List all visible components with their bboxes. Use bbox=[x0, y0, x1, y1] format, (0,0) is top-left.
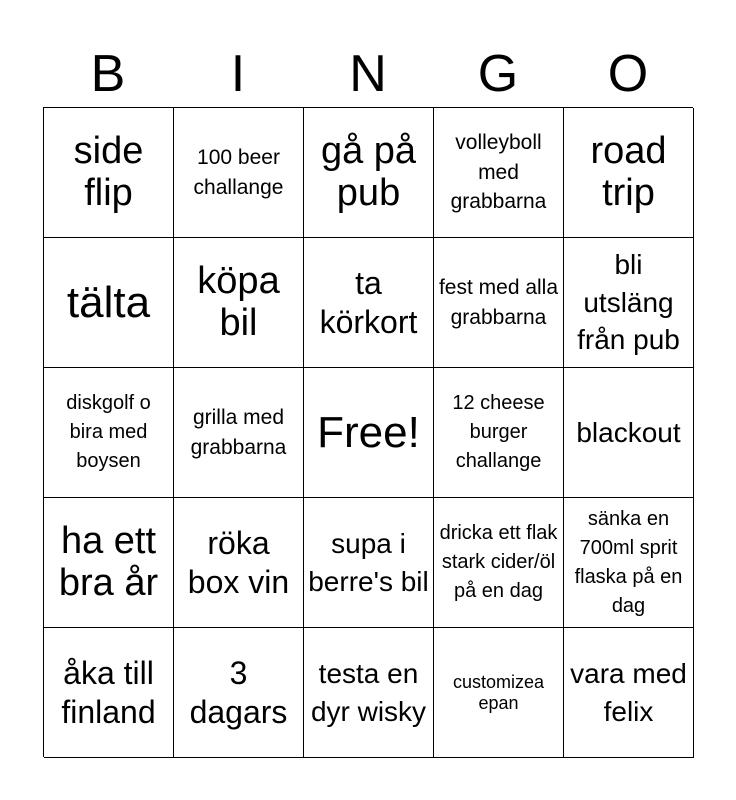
bingo-cell-text: supa i berre's bil bbox=[308, 527, 429, 597]
bingo-cell-text: tälta bbox=[66, 277, 151, 327]
bingo-cell[interactable] bbox=[434, 628, 564, 758]
bingo-cell-text: diskgolf o bira med boysen bbox=[66, 392, 151, 472]
header-letter-i: I bbox=[230, 45, 246, 103]
bingo-cell[interactable] bbox=[44, 368, 174, 498]
bingo-cell[interactable] bbox=[174, 628, 304, 758]
bingo-cell-text: åka till finland bbox=[61, 655, 156, 730]
bingo-cell[interactable] bbox=[564, 628, 694, 758]
bingo-cell[interactable] bbox=[564, 238, 694, 368]
header-letter-n: N bbox=[349, 45, 387, 103]
bingo-cell[interactable] bbox=[434, 108, 564, 238]
bingo-cell[interactable] bbox=[44, 498, 174, 628]
bingo-cell-text: Free! bbox=[317, 407, 420, 457]
bingo-cell-text: 3 dagars bbox=[189, 655, 288, 730]
bingo-cell-text: gå på pub bbox=[320, 129, 417, 214]
bingo-cell-text: 100 beer challange bbox=[193, 146, 284, 199]
bingo-cell[interactable] bbox=[304, 108, 434, 238]
bingo-cell[interactable] bbox=[564, 368, 694, 498]
bingo-cell[interactable] bbox=[44, 628, 174, 758]
bingo-cell-text: sänka en 700ml sprit flaska på en dag bbox=[574, 507, 683, 617]
bingo-cell-text: road trip bbox=[590, 129, 667, 214]
bingo-cell-text: testa en dyr wisky bbox=[310, 657, 427, 727]
header-letter-g: G bbox=[477, 45, 519, 103]
bingo-cell-text: vara med felix bbox=[570, 657, 687, 727]
bingo-cell[interactable] bbox=[174, 108, 304, 238]
bingo-header bbox=[43, 42, 693, 106]
bingo-cell[interactable] bbox=[174, 498, 304, 628]
bingo-cell[interactable] bbox=[174, 238, 304, 368]
bingo-cell[interactable] bbox=[564, 498, 694, 628]
bingo-cell[interactable] bbox=[304, 238, 434, 368]
bingo-cell-text: ha ett bra år bbox=[58, 519, 159, 604]
bingo-cell[interactable] bbox=[304, 498, 434, 628]
bingo-cell-text: grilla med grabbarna bbox=[190, 406, 287, 459]
bingo-cell-text: röka box vin bbox=[187, 525, 290, 600]
bingo-cell[interactable] bbox=[564, 108, 694, 238]
bingo-cell-text: bli utsläng från pub bbox=[577, 248, 680, 356]
bingo-cell-text: 12 cheese burger challange bbox=[452, 392, 545, 472]
bingo-cell-text: köpa bil bbox=[197, 259, 280, 344]
bingo-cell[interactable] bbox=[44, 238, 174, 368]
bingo-cell-text: customizea epan bbox=[452, 671, 545, 713]
header-letter-o: O bbox=[607, 45, 649, 103]
bingo-cell[interactable] bbox=[174, 368, 304, 498]
bingo-grid bbox=[43, 107, 693, 757]
bingo-cell[interactable] bbox=[434, 368, 564, 498]
bingo-cell[interactable] bbox=[304, 368, 434, 498]
bingo-cell-text: side flip bbox=[73, 129, 144, 214]
bingo-cell-text: volleyboll med grabbarna bbox=[450, 131, 547, 214]
bingo-cell-text: dricka ett flak stark cider/öl på en dag bbox=[439, 522, 558, 602]
bingo-cell[interactable] bbox=[434, 238, 564, 368]
bingo-cell[interactable] bbox=[434, 498, 564, 628]
bingo-cell-text: fest med alla grabbarna bbox=[438, 276, 559, 329]
bingo-cell-text: ta körkort bbox=[319, 265, 418, 340]
bingo-cell-text: blackout bbox=[576, 416, 681, 448]
bingo-cell[interactable] bbox=[44, 108, 174, 238]
bingo-cell[interactable] bbox=[304, 628, 434, 758]
header-letter-b: B bbox=[90, 45, 126, 103]
